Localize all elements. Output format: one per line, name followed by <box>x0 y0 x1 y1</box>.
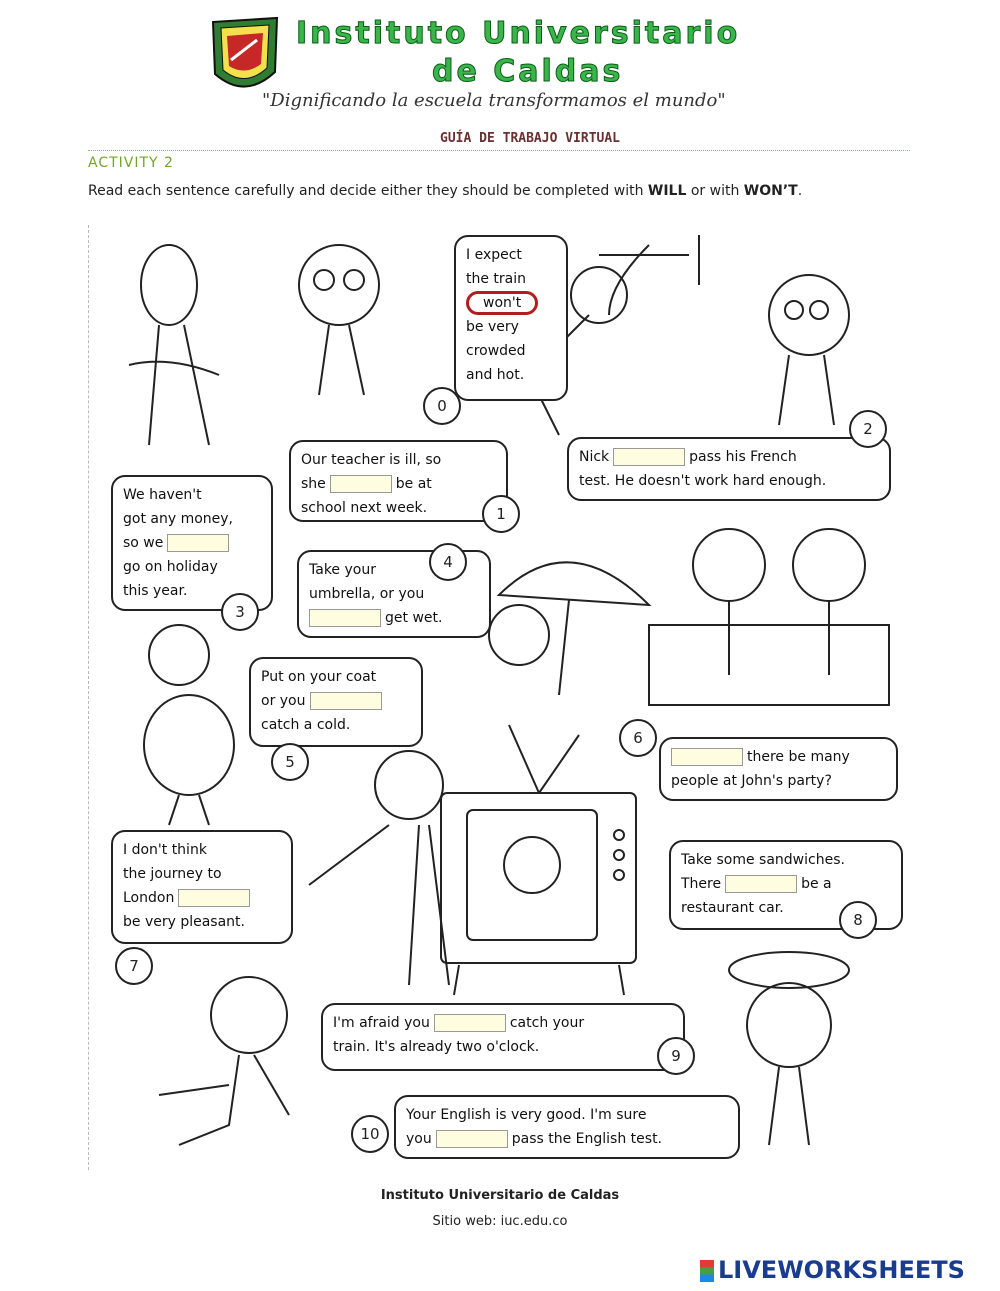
item-number-4: 4 <box>429 543 467 581</box>
divider <box>88 150 910 151</box>
item-9-text: catch your <box>509 1015 585 1031</box>
item-2-text: test. He doesn't work hard enough. <box>579 473 827 489</box>
motto: "Dignificando la escuela transformamos el mundo" <box>262 90 726 111</box>
item-2-text: Nick <box>579 449 610 465</box>
item-6-text: there be many <box>747 749 850 765</box>
bubble-item-3 <box>111 475 273 611</box>
answer-input-4[interactable] <box>309 609 381 627</box>
item-4-text: get wet. <box>385 610 443 626</box>
bubble-item-1 <box>289 440 508 522</box>
item-3-text: We haven't <box>123 487 202 503</box>
answer-input-3[interactable] <box>167 534 229 552</box>
answer-input-10[interactable] <box>436 1130 508 1148</box>
answer-input-2[interactable] <box>613 448 685 466</box>
institution-title: Instituto Universitario <box>296 16 741 51</box>
item-5-text: or you <box>261 693 306 709</box>
bubble-item-5 <box>249 657 423 747</box>
item-0-text: be very <box>466 319 519 335</box>
item-number-8: 8 <box>839 901 877 939</box>
item-9-text: train. It's already two o'clock. <box>333 1039 540 1055</box>
liveworksheets-badge-icon <box>700 1260 714 1282</box>
item-number-3: 3 <box>221 593 259 631</box>
item-3-text: so we <box>123 535 164 551</box>
item-3-text: this year. <box>123 583 188 599</box>
item-number-5: 5 <box>271 743 309 781</box>
item-1-text: school next week. <box>301 500 428 516</box>
activity-title: ACTIVITY 2 <box>88 155 174 171</box>
item-7-text: the journey to <box>123 866 222 882</box>
item-2-text: pass his French <box>689 449 797 465</box>
school-crest-icon <box>205 14 285 100</box>
item-8-text: Take some sandwiches. <box>681 852 845 868</box>
keyword-will: WILL <box>647 183 687 199</box>
instructions-end: . <box>797 183 803 199</box>
item-number-7: 7 <box>115 947 153 985</box>
item-0-answer: won't <box>466 291 538 315</box>
item-1-text: she <box>301 476 326 492</box>
institution-title-line2: de Caldas <box>432 54 624 89</box>
liveworksheets-logo <box>700 1256 965 1284</box>
answer-input-5[interactable] <box>310 692 382 710</box>
guide-label: GUÍA DE TRABAJO VIRTUAL <box>440 131 621 146</box>
item-0-text: I expect <box>466 247 522 263</box>
liveworksheets-text: LIVEWORKSHEETS <box>718 1256 965 1284</box>
item-5-text: Put on your coat <box>261 669 377 685</box>
answer-input-6[interactable] <box>671 748 743 766</box>
answer-input-8[interactable] <box>725 875 797 893</box>
instructions-or: or with <box>686 183 744 199</box>
instructions-text: Read each sentence carefully and decide either they should be completed with <box>88 183 648 199</box>
item-0-text: the train <box>466 271 527 287</box>
keyword-wont: WON’T <box>743 183 798 199</box>
item-7-text: be very pleasant. <box>123 914 245 930</box>
bubble-item-2 <box>567 437 891 501</box>
footer-institution: Instituto Universitario de Caldas <box>380 1188 620 1203</box>
instructions <box>88 183 802 199</box>
answer-input-9[interactable] <box>434 1014 506 1032</box>
worksheet-area <box>88 225 911 1170</box>
item-8-text: be a <box>801 876 832 892</box>
answer-input-7[interactable] <box>178 889 250 907</box>
bubble-item-10 <box>394 1095 740 1159</box>
item-7-text: London <box>123 890 175 906</box>
item-4-text: Take your <box>309 562 376 578</box>
item-0-text: and hot. <box>466 367 525 383</box>
bubble-item-9 <box>321 1003 685 1071</box>
item-8-text: There <box>681 876 722 892</box>
item-6-text: people at John's party? <box>671 773 832 789</box>
item-8-text: restaurant car. <box>681 900 784 916</box>
bubble-item-7 <box>111 830 293 944</box>
item-10-text: pass the English test. <box>511 1131 663 1147</box>
item-10-text: you <box>406 1131 432 1147</box>
item-10-text: Your English is very good. I'm sure <box>406 1107 647 1123</box>
item-4-text: umbrella, or you <box>309 586 425 602</box>
item-number-6: 6 <box>619 719 657 757</box>
item-1-text: be at <box>395 476 432 492</box>
item-number-10: 10 <box>351 1115 389 1153</box>
item-5-text: catch a cold. <box>261 717 351 733</box>
footer-website: Sitio web: iuc.edu.co <box>432 1214 568 1229</box>
answer-input-1[interactable] <box>330 475 392 493</box>
bubble-item-0 <box>454 235 568 401</box>
item-0-text: crowded <box>466 343 526 359</box>
item-1-text: Our teacher is ill, so <box>301 452 442 468</box>
item-number-2: 2 <box>849 410 887 448</box>
bubble-item-6 <box>659 737 898 801</box>
item-number-9: 9 <box>657 1037 695 1075</box>
item-3-text: got any money, <box>123 511 234 527</box>
item-number-1: 1 <box>482 495 520 533</box>
item-7-text: I don't think <box>123 842 207 858</box>
item-3-text: go on holiday <box>123 559 218 575</box>
item-9-text: I'm afraid you <box>333 1015 430 1031</box>
item-number-0: 0 <box>423 387 461 425</box>
